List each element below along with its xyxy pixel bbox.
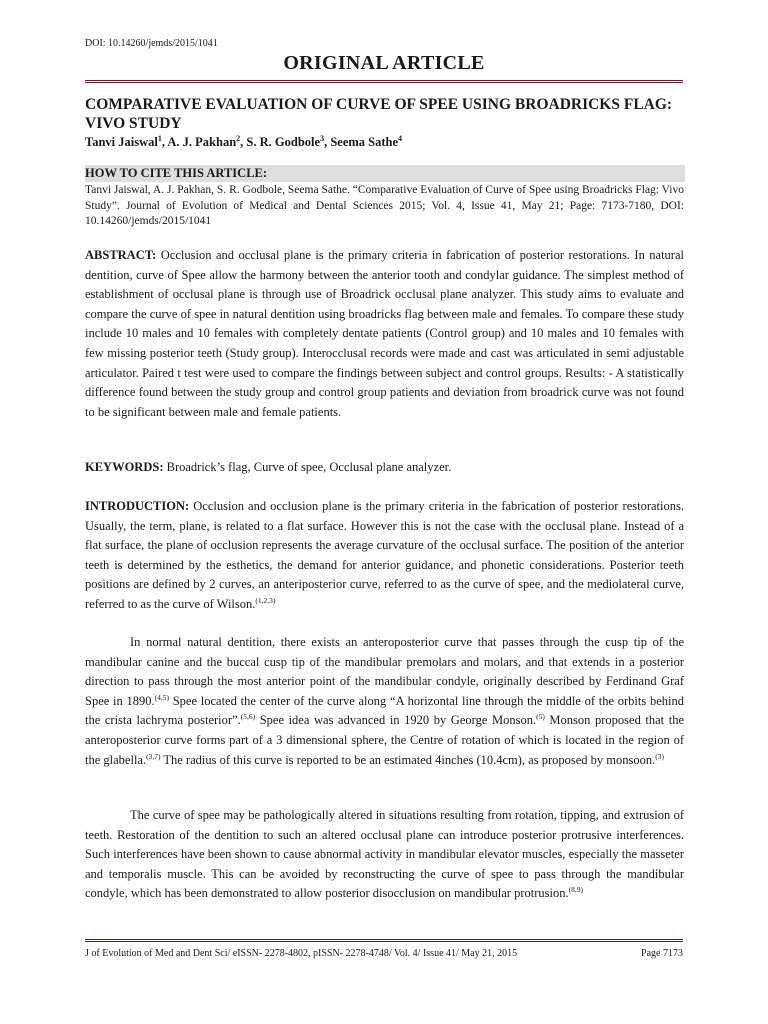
author-name: Seema Sathe xyxy=(330,135,399,150)
author-separator: , xyxy=(324,135,331,150)
article-title: COMPARATIVE EVALUATION OF CURVE OF SPEE USING BROADRICKS FLAG: VIVO STUDY xyxy=(85,96,673,132)
paragraph-text: Spee located the center of the curve along “A horizontal line through the middle of the orbits behind the crista lachryma posterior”. xyxy=(85,693,684,728)
author-separator: , xyxy=(161,135,168,150)
cite-heading: HOW TO CITE THIS ARTICLE: xyxy=(85,166,268,180)
cite-text: Tanvi Jaiswal, A. J. Pakhan, S. R. Godbole, Seema Sathe. “Comparative Evaluation of Curve of Spee using Broadricks Flag: Vivo Study”. Journal of Evolution of Medical and Dental Sciences 2015; Vol. 4, Issue 41, May 21; Page: 7173-7180, DOI: 10.14260/jemds/2015/1041 xyxy=(85,184,684,227)
article-type-heading: ORIGINAL ARTICLE xyxy=(283,52,485,74)
paragraph-text: The radius of this curve is reported to be an estimated 4inches (10.4cm), as proposed by monsoon. xyxy=(160,752,656,767)
paragraph-text: Monson proposed that the anteroposterior curve forms part of a 3 dimensional sphere, the Centre of rotation of which is located in the region of the glabella. xyxy=(85,713,685,767)
author-affiliation: 4 xyxy=(398,134,403,143)
introduction-text: Occlusion and occlusion plane is the primary criteria in the fabrication of posterior restorations. Usually, the term, plane, is related to a flat surface. However this is not the case with the occlusal plane. Instead of a flat surface, the plane of occlusion represents the average curvature of the occlusal surface. The position of the anterior teeth is determined by the esthetics, the demand for anterior guidance, and phonetic considerations. Posterior teeth positions are defined by 2 curves, an anteriposterior curve, referred to as the curve of spee, and the mediolateral curve, referred to as the curve of Wilson. xyxy=(85,499,684,611)
header-divider xyxy=(85,80,683,83)
author-name: S. R. Godbole xyxy=(246,135,321,150)
author-list xyxy=(85,134,402,150)
introduction-paragraph xyxy=(85,497,684,615)
abstract-label: ABSTRACT: xyxy=(85,248,157,262)
footer-journal-info: J of Evolution of Med and Dent Sci/ eISSN- 2278-4802, pISSN- 2278-4748/ Vol. 4/ Issue 41/ May 21, 2015 xyxy=(85,948,518,959)
author-separator: , xyxy=(240,135,247,150)
body-paragraph xyxy=(85,633,684,770)
abstract-text: Occlusion and occlusal plane is the primary criteria in fabrication of posterior restorations. In natural dentition, curve of Spee allow the harmony between the anterior tooth and condylar guidance. The simplest method of establishment of occlusal plane is through use of Broadrick occlusal plane analyzer. This study aims to evaluate and compare the curve of spee in natural dentition using broadricks flag between male and females. To compare these study include 10 males and 10 females with completely dentate patients (Control group) and 10 males and 10 females with few missing posterior teeth (Study group). Interocclusal records were made and cast was articulated in semi adjustable articulator. Paired t test were used to compare the findings between subject and control groups. Results: - A statistically difference found between the study group and control group patients and deviation from broadrick curve was not found to be significant between male and female patients. xyxy=(85,248,684,419)
introduction-label: INTRODUCTION: xyxy=(85,499,190,513)
paragraph-text: The curve of spee may be pathologically altered in situations resulting from rotation, tipping, and extrusion of teeth. Restoration of the dentition to such an altered occlusal plane can introduce posterior protrusive interferences. Such interferences have been shown to cause abnormal activity in mandibular elevator muscles, especially the masseter and temporalis muscle. This can be avoided by reconstructing the curve of spee to pass through the mandibular condyle, which has been demonstrated to allow posterior disocclusion on mandibular protrusion. xyxy=(85,808,684,901)
paragraph-text: In normal natural dentition, there exists an anteroposterior curve that passes through the cusp tip of the mandibular canine and the buccal cusp tip of the mandibular premolars and molars, and that extends in a posterior direction to pass through the most anterior point of the mandibular condyle, originally described by Ferdinand Graf Spee in 1890. xyxy=(85,635,684,708)
citation-ref: (4,5) xyxy=(154,692,169,702)
keywords-paragraph xyxy=(85,458,684,478)
body-paragraph xyxy=(85,806,684,904)
abstract-paragraph xyxy=(85,246,684,422)
author-affiliation: 3 xyxy=(320,134,325,143)
citation-ref: (3,7) xyxy=(146,751,161,761)
page-number: Page 7173 xyxy=(641,948,683,959)
keywords-label: KEYWORDS: xyxy=(85,460,164,474)
doi-line: DOI: 10.14260/jemds/2015/1041 xyxy=(85,38,218,49)
author-affiliation: 1 xyxy=(157,134,162,143)
citation-ref: (5) xyxy=(536,712,545,722)
citation-ref: (5,6) xyxy=(240,712,256,722)
footer-divider xyxy=(85,939,683,942)
author-affiliation: 2 xyxy=(236,134,241,143)
citation-ref: (1,2,3) xyxy=(255,595,276,605)
author-name: A. J. Pakhan xyxy=(167,135,237,150)
paragraph-text: Spee idea was advanced in 1920 by George Monson. xyxy=(255,713,537,728)
citation-ref: (3) xyxy=(655,751,665,761)
citation-ref: (8,9) xyxy=(568,885,583,895)
keywords-text: Broadrick’s flag, Curve of spee, Occlusal plane analyzer. xyxy=(163,460,452,474)
author-name: Tanvi Jaiswal xyxy=(85,135,158,150)
